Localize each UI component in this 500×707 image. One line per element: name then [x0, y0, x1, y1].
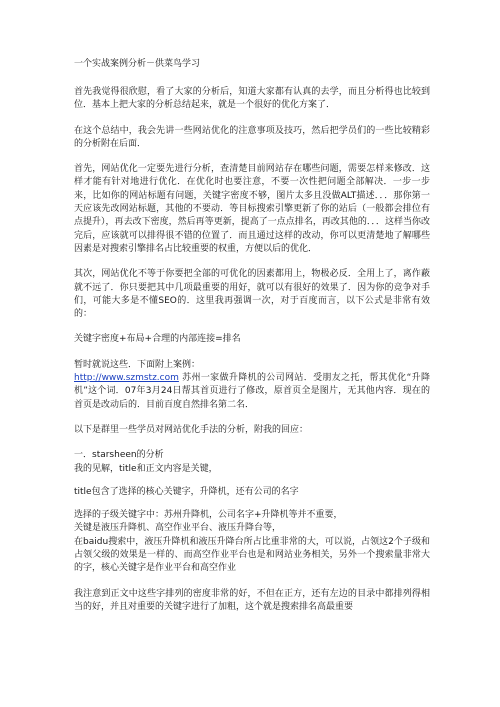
sub-keywords-line-1: 选择的子级关键字中：苏州升降机，公司名字+升降机等并不重要，	[74, 510, 343, 521]
section-keyword-density: 我注意到正文中这些字排列的密度非常的好，不但在正方，还有左边的目录中都排列得相当的好，并且对重要的关键字进行了加粗，这个就是搜索排名高最重要	[74, 588, 430, 612]
case-website-link[interactable]: http://www.szmstz.com	[74, 373, 179, 384]
section-sub-keywords	[74, 509, 430, 575]
case-paragraph	[74, 359, 430, 412]
section-title: 一．starsheen的分析	[74, 450, 164, 461]
case-description: 苏州一家做升降机的公司网站．受朋友之托，帮其优化“升降机”这个词．07年3月24日帮其首页进行了修改，原首页全是图片，无其他内容．现在的首页是改动后的．目前百度自然排名第二名．	[74, 373, 430, 410]
paragraph-analysis-second: 其次，网站优化不等于你要把全部的可优化的因素都用上，物极必反．全用上了，离作蔽就不远了．你只要把其中几项最重要的用好，就可以有很好的效果了．因为你的竞争对手们，可能大多是不懂SEO的．这里我再强调一次，对于百度而言，以下公式是非常有效的：	[74, 269, 430, 320]
case-body	[74, 372, 430, 412]
document-title: 一个实战案例分析－供菜鸟学习	[74, 59, 201, 69]
ranking-formula: 关键字密度+布局+合理的内部连接=排名	[74, 334, 241, 345]
paragraph-summary-note: 在这个总结中，我会先讲一些网站优化的注意事项及技巧，然后把学员们的一些比较精彩的分析附在后面．	[74, 125, 430, 149]
paragraph-intro: 首先我觉得很欣慰，看了大家的分析后，知道大家都有认真的去学，而且分析得也比较到位．基本上把大家的分析总结起来，就是一个很好的优化方案了．	[74, 87, 430, 111]
section-starsheen	[74, 449, 430, 476]
replies-intro: 以下是群里一些学员对网站优化手法的分析，附我的回应：	[74, 424, 309, 435]
section-opinion: 我的见解，title和正文内容是关键，	[74, 463, 218, 474]
paragraph-analysis-first: 首先，网站优化一定要先进行分析，查清楚目前网站存在哪些问题，需要怎样来修改．这样才能有针对地进行优化．在优化时也要注意，不要一次性把问题全部解决．一步一步来，比如你的网站标题有问题，关键字密度不够，图片太多且没做ALT描述．．．那你第一天应该先改网站标题，其他的不要动．等目标搜索引擎更新了你的站后（一般都会排位有点提升），再去改下密度，然后再等更新，提高了一点点排名，再改其他的．．．这样当你改完后，应该就可以排得很不错的位置了．而且通过这样的改动，你可以更清楚地了解哪些因素是对搜索引擎排名占比较重要的权重，方便以后的优化．	[74, 164, 430, 254]
sub-keywords-line-2: 关键是液压升降机、高空作业平台、液压升降台等，	[74, 523, 282, 534]
sub-keywords-line-3: 在baidu搜索中，液压升降机和液压升降台所占比重非常的大，可以说，占领这2个子级和占领父级的效果是一样的、而高空作业平台也是和网站业务相关，另外一个搜索量非常大的字，核心关键字是作业平台和高空作业	[74, 536, 430, 574]
section-title-keywords: title包含了选择的核心关键字，升降机，还有公司的名字	[74, 486, 299, 497]
case-intro: 暂时就说这些．下面附上案例：	[74, 359, 201, 370]
